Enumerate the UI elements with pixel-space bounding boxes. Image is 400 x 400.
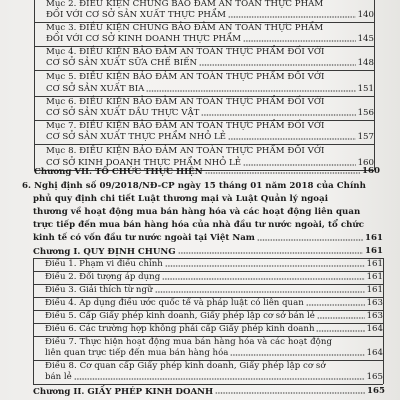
row-divider — [34, 70, 374, 71]
toc-entry-muc-4-line-1: Mục 4. ĐIỀU KIỆN BẢO ĐẢM AN TOÀN THỰC PHẨM ĐỐI VỚI — [46, 47, 325, 57]
section-box-left — [33, 370, 34, 384]
toc-entry-muc-5-line-1: Mục 5. ĐIỀU KIỆN BẢO ĐẢM AN TOÀN THỰC PHẨM ĐỐI VỚI — [46, 72, 325, 82]
page-number: 163 — [366, 311, 383, 321]
page-number: 161 — [365, 246, 383, 256]
page-number: 160 — [357, 158, 374, 168]
toc-entry-muc-6-line-1: Mục 6. ĐIỀU KIỆN BẢO ĐẢM AN TOÀN THỰC PHẨM ĐỐI VỚI — [46, 97, 325, 107]
toc-entry-dieu-3[interactable] — [45, 285, 383, 296]
leader-dots — [257, 239, 363, 241]
section-box-right — [383, 258, 384, 370]
leader-dots — [317, 317, 365, 319]
toc-entry-dieu-8-line-1: Điều 8. Cơ quan cấp Giấy phép kinh doanh, Giấy phép lập cơ sở — [45, 361, 326, 371]
page-number: 151 — [357, 84, 374, 94]
section-box-left — [34, 120, 35, 144]
toc-entry-muc-7-line-1: Mục 7. ĐIỀU KIỆN BẢO ĐẢM AN TOÀN THỰC PHẨM ĐỐI VỚI — [46, 121, 325, 131]
section-box-right — [374, 120, 375, 144]
leader-dots — [162, 278, 364, 280]
page-number: 163 — [366, 298, 383, 308]
page-number: 164 — [366, 348, 383, 358]
row-divider — [34, 144, 374, 145]
toc-entry-chuong-vii[interactable] — [34, 166, 380, 177]
page-number: 165 — [366, 372, 383, 382]
section-box-left — [34, 22, 35, 46]
toc-entry-muc-3-line-2: ĐỐI VỚI CƠ SỞ KINH DOANH THỰC PHẨM — [46, 34, 242, 44]
page-number: 164 — [366, 324, 383, 334]
toc-entry-chuong-ii[interactable] — [33, 386, 385, 397]
page-number: 157 — [357, 132, 374, 142]
toc-entry-dieu-7-line-2: liên quan trực tiếp đến mua bán hàng hóa — [45, 348, 229, 358]
leader-dots — [155, 291, 365, 293]
section-box-right — [374, 96, 375, 120]
toc-entry-dieu-6[interactable] — [45, 324, 383, 335]
page-number: 145 — [357, 34, 374, 44]
article-title: Điều 1. Phạm vi điều chỉnh — [45, 259, 163, 269]
section-box-left — [34, 70, 35, 96]
toc-entry-muc-4-line-2: CƠ SỞ SẢN XUẤT SỮA CHẾ BIẾN — [46, 58, 198, 68]
leader-dots — [201, 114, 355, 116]
toc-entry-muc-3-line-1: Mục 3. ĐIỀU KIỆN CHUNG BẢO ĐẢM AN TOÀN THỰC PHẨM — [46, 23, 324, 33]
leader-dots — [146, 90, 355, 92]
section-box-left — [33, 258, 34, 370]
toc-entry-dieu-7-line-1: Điều 7. Thực hiện hoạt động mua bán hàng hóa và các hoạt động — [45, 337, 332, 347]
toc-entry-dieu-8-line-2: bán lẻ — [45, 372, 72, 382]
toc-entry-muc-2[interactable] — [46, 10, 374, 21]
toc-entry-dieu-7[interactable] — [45, 348, 383, 359]
toc-entry-muc-6-line-2: CƠ SỞ SẢN XUẤT DẦU THỰC VẬT — [46, 108, 200, 118]
toc-entry-dieu-1[interactable] — [45, 259, 383, 270]
toc-entry-muc-5-line-2: CƠ SỞ SẢN XUẤT BIA — [46, 84, 145, 94]
leader-dots — [165, 265, 365, 267]
toc-entry-muc-8-line-2: CƠ SỞ KINH DOANH THỰC PHẨM NHỎ LẺ — [46, 158, 242, 168]
toc-entry-muc-7[interactable] — [46, 132, 374, 143]
leader-dots — [230, 354, 364, 356]
chapter-title: Chương II. GIẤY PHÉP KINH DOANH — [33, 387, 214, 397]
leader-dots — [74, 378, 365, 380]
article-title: Điều 3. Giải thích từ ngữ — [45, 285, 153, 295]
page-number: 165 — [367, 386, 385, 396]
leader-dots — [215, 392, 365, 394]
article-title: Điều 6. Các trường hợp không phải cấp Giấy phép kinh doanh — [45, 324, 315, 334]
chapter-title: Chương I. QUY ĐỊNH CHUNG — [33, 247, 176, 257]
row-divider — [33, 384, 383, 385]
leader-dots — [243, 40, 356, 42]
toc-entry-chuong-i[interactable] — [33, 246, 383, 257]
page-number: 161 — [366, 259, 383, 269]
leader-dots — [316, 330, 364, 332]
toc-entry-muc-3[interactable] — [46, 34, 374, 45]
section-box-right — [374, 46, 375, 70]
leader-dots — [199, 64, 356, 66]
article-title: Điều 2. Đối tượng áp dụng — [45, 272, 161, 282]
section-box-right — [374, 0, 375, 22]
decree-title-line-3: thương về hoạt động mua bán hàng hóa và các hoạt động liên quan — [33, 207, 361, 217]
page-number: 161 — [365, 233, 383, 243]
toc-entry-muc-2-line-2: ĐỐI VỚI CƠ SỞ SẢN XUẤT THỰC PHẨM — [46, 10, 226, 20]
section-box-left — [34, 0, 35, 22]
leader-dots — [228, 138, 356, 140]
toc-entry-dieu-2[interactable] — [45, 272, 383, 283]
toc-entry-muc-6[interactable] — [46, 108, 374, 119]
page-number: 160 — [362, 166, 380, 176]
section-box-right — [374, 22, 375, 46]
page-number: 140 — [357, 10, 374, 20]
toc-entry-muc-4[interactable] — [46, 58, 374, 69]
decree-title-line-1: 6. Nghị định số 09/2018/NĐ-CP ngày 15 tháng 01 năm 2018 của Chính — [22, 181, 366, 191]
toc-entry-muc-2-line-1: Mục 2. ĐIỀU KIỆN CHUNG BẢO ĐẢM AN TOÀN THỰC PHẨM — [46, 0, 324, 9]
toc-entry-muc-8-line-1: Mục 8. ĐIỀU KIỆN BẢO ĐẢM AN TOÀN THỰC PHẨM ĐỐI VỚI — [46, 146, 325, 156]
leader-dots — [205, 172, 360, 174]
leader-dots — [228, 16, 356, 18]
section-box-right — [383, 370, 384, 384]
toc-entry-dieu-4[interactable] — [45, 298, 383, 309]
decree-title-line-4: trực tiếp đến mua bán hàng hóa của nhà đầu tư nước ngoài, tổ chức — [33, 220, 364, 230]
article-title: Điều 4. Áp dụng điều ước quốc tế và pháp luật có liên quan — [45, 298, 304, 308]
section-box-left — [34, 96, 35, 120]
section-box-right — [374, 70, 375, 96]
section-box-left — [34, 46, 35, 70]
leader-dots — [306, 304, 365, 306]
decree-title-line-2: phủ quy định chi tiết Luật thương mại và Luật Quản lý ngoại — [33, 194, 329, 204]
page-number: 148 — [357, 58, 374, 68]
leader-dots — [178, 252, 363, 254]
toc-entry-muc-7-line-2: CƠ SỞ SẢN XUẤT THỰC PHẨM NHỎ LẺ — [46, 132, 226, 142]
toc-entry-muc-5[interactable] — [46, 84, 374, 95]
page-number: 156 — [357, 108, 374, 118]
page-number: 161 — [366, 272, 383, 282]
toc-entry-nghi-dinh-09[interactable] — [33, 233, 383, 244]
decree-title-line-5: kinh tế có vốn đầu tư nước ngoài tại Việt Nam — [33, 233, 255, 243]
toc-entry-dieu-8[interactable] — [45, 372, 383, 383]
article-title: Điều 5. Cấp Giấy phép kinh doanh, Giấy phép lập cơ sở bán lẻ — [45, 311, 315, 321]
toc-entry-dieu-5[interactable] — [45, 311, 383, 322]
chapter-title: Chương VII. TỔ CHỨC THỰC HIỆN — [34, 167, 203, 177]
page-number: 161 — [366, 285, 383, 295]
